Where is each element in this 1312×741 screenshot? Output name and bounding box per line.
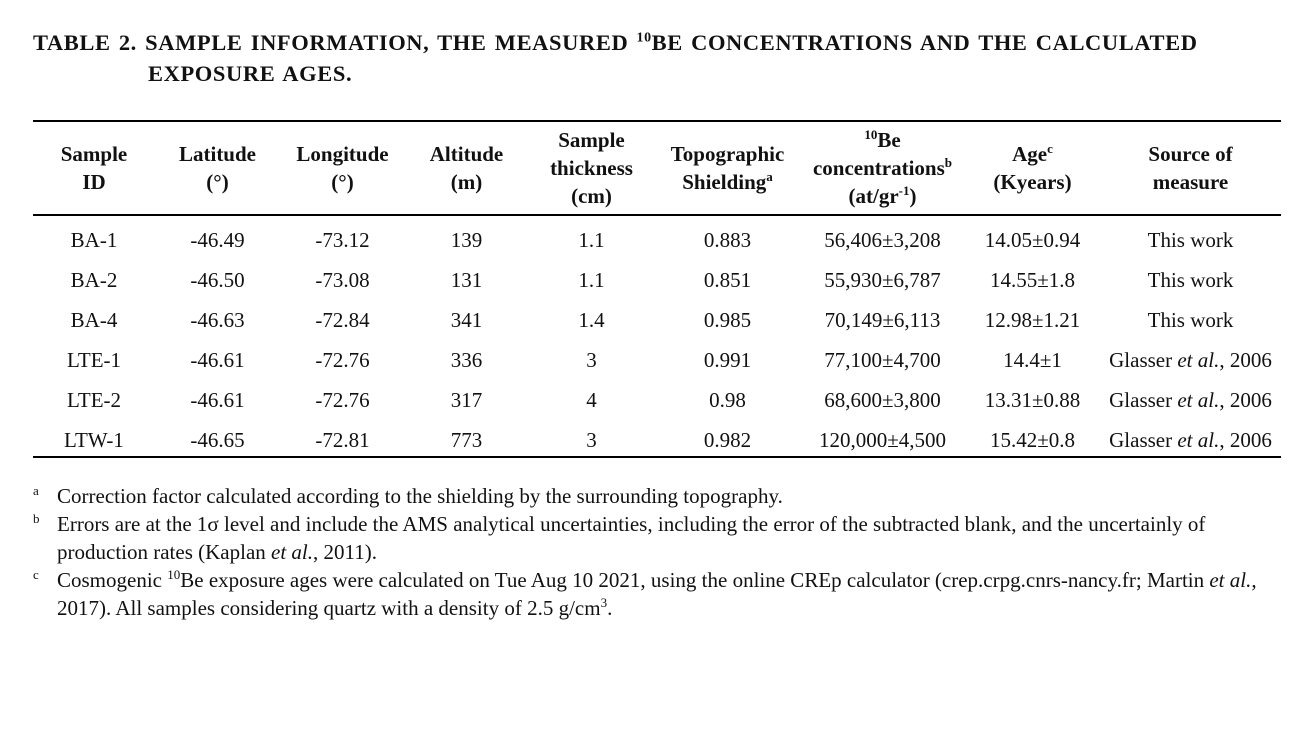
cell-be-concentrations: 70,149±6,113 <box>824 308 941 332</box>
cell-longitude: -72.84 <box>315 308 370 332</box>
header-line: Sample <box>558 128 625 152</box>
cell-thickness: 3 <box>586 428 597 452</box>
cell-shielding: 0.851 <box>703 268 752 292</box>
cell-altitude: 139 <box>450 228 483 252</box>
header-line: Source of <box>1148 142 1233 166</box>
header-line: measure <box>1152 170 1229 194</box>
cell-altitude: 336 <box>450 348 483 372</box>
table-row <box>33 296 1281 336</box>
header-line: (cm) <box>571 184 612 208</box>
cell-thickness: 1.4 <box>578 308 605 332</box>
column-header-be-concentrations <box>800 121 965 215</box>
footnotes <box>33 482 1285 622</box>
cell-sample-id: LTE-1 <box>66 348 122 372</box>
cell-altitude: 773 <box>450 428 483 452</box>
cell-be-concentrations: 77,100±4,700 <box>824 348 941 372</box>
column-header-age <box>965 121 1100 215</box>
header-line: (m) <box>450 170 483 194</box>
sample-data-table <box>33 120 1281 458</box>
cell-altitude: 341 <box>450 308 483 332</box>
table-row <box>33 416 1281 457</box>
cell-latitude: -46.49 <box>190 228 245 252</box>
header-line: concentrations$^b$ <box>812 155 953 180</box>
header-line: (°) <box>206 170 229 194</box>
table-caption-line1: TABLE 2. SAMPLE INFORMATION, THE MEASURED $^{10}$BE CONCENTRATIONS AND THE CALCULATED <box>33 30 1198 55</box>
cell-be-concentrations: 55,930±6,787 <box>824 268 941 292</box>
cell-be-concentrations: 56,406±3,208 <box>824 228 941 252</box>
cell-age: 14.4±1 <box>1003 348 1062 372</box>
cell-age: 13.31±0.88 <box>984 388 1081 412</box>
column-header-thickness <box>528 121 655 215</box>
cell-source: Glasser et al., 2006 <box>1109 428 1272 452</box>
cell-thickness: 1.1 <box>578 268 605 292</box>
cell-age: 14.05±0.94 <box>984 228 1081 252</box>
header-line: (°) <box>331 170 354 194</box>
cell-longitude: -73.12 <box>315 228 370 252</box>
column-header-source <box>1100 121 1281 215</box>
cell-thickness: 3 <box>586 348 597 372</box>
cell-shielding: 0.883 <box>703 228 752 252</box>
cell-latitude: -46.65 <box>190 428 245 452</box>
column-header-latitude <box>155 121 280 215</box>
column-header-sample-id <box>33 121 155 215</box>
footnote-text: Cosmogenic $^{10}$Be exposure ages were calculated on Tue Aug 10 2021, using the online CREp calculator (crep.crpg.cnrs-nancy.fr; Martin et al., 2017). All samples considering quartz with a density of 2.5 $g/cm^3$. <box>57 567 1257 620</box>
table-header <box>33 121 1281 215</box>
table-row <box>33 336 1281 376</box>
cell-longitude: -72.76 <box>315 348 370 372</box>
cell-age: 15.42±0.8 <box>989 428 1076 452</box>
header-line: thickness <box>550 156 633 180</box>
table-row <box>33 376 1281 416</box>
column-header-altitude <box>405 121 528 215</box>
cell-shielding: 0.982 <box>703 428 752 452</box>
cell-longitude: -72.81 <box>315 428 370 452</box>
column-header-longitude <box>280 121 405 215</box>
cell-thickness: 1.1 <box>578 228 605 252</box>
cell-longitude: -73.08 <box>315 268 370 292</box>
cell-source: This work <box>1147 308 1234 332</box>
cell-be-concentrations: 68,600±3,800 <box>824 388 941 412</box>
header-line: Age$^c$ <box>1012 141 1053 166</box>
cell-age: 12.98±1.21 <box>984 308 1081 332</box>
cell-shielding: 0.991 <box>703 348 752 372</box>
header-line: Topographic <box>670 142 785 166</box>
cell-source: This work <box>1147 268 1234 292</box>
cell-sample-id: LTE-2 <box>66 388 122 412</box>
cell-latitude: -46.50 <box>190 268 245 292</box>
cell-source: This work <box>1147 228 1234 252</box>
header-line: Sample <box>60 142 128 166</box>
table-row <box>33 215 1281 256</box>
cell-latitude: -46.63 <box>190 308 245 332</box>
cell-altitude: 131 <box>450 268 483 292</box>
cell-latitude: -46.61 <box>190 388 245 412</box>
cell-shielding: 0.985 <box>703 308 752 332</box>
header-line: Latitude <box>178 142 256 166</box>
cell-sample-id: BA-2 <box>70 268 118 292</box>
cell-longitude: -72.76 <box>315 388 370 412</box>
table-header-row <box>33 121 1281 215</box>
cell-thickness: 4 <box>586 388 597 412</box>
table-caption <box>33 27 1292 89</box>
cell-shielding: 0.98 <box>709 388 746 412</box>
footnote-text: Errors are at the 1σ level and include the AMS analytical uncertainties, including the error of the subtracted blank, and the uncertainly of production rates (Kaplan et al., 2011). <box>57 512 1206 564</box>
footnote-a: a Correction factor calculated according to the shielding by the surrounding topography. <box>33 483 783 508</box>
cell-source: Glasser et al., 2006 <box>1109 388 1272 412</box>
header-line: $^{10}$Be <box>864 127 901 152</box>
table-caption-line2: EXPOSURE AGES. <box>148 61 353 86</box>
footnote-text: Correction factor calculated according to the shielding by the surrounding topography. <box>57 484 783 508</box>
header-line: Longitude <box>296 142 389 166</box>
table-body <box>33 215 1281 457</box>
cell-sample-id: LTW-1 <box>64 428 124 452</box>
column-header-shielding <box>655 121 800 215</box>
header-line: ID <box>82 170 106 194</box>
cell-sample-id: BA-4 <box>70 308 118 332</box>
cell-sample-id: BA-1 <box>70 228 118 252</box>
cell-latitude: -46.61 <box>190 348 245 372</box>
footnote-c: c Cosmogenic $^{10}$Be exposure ages were calculated on Tue Aug 10 2021, using the online CREp calculator (crep.crpg.cnrs-nancy.fr; Martin et al., 2017). All samples considering quartz with a density of 2.5 $g/cm^3$. <box>33 567 1257 620</box>
header-line: $(at/gr^{-1})$ <box>848 183 917 208</box>
header-line: Shielding$^a$ <box>682 169 773 194</box>
header-line: Altitude <box>429 142 504 166</box>
cell-altitude: 317 <box>450 388 483 412</box>
cell-source: Glasser et al., 2006 <box>1109 348 1272 372</box>
header-line: (Kyears) <box>993 170 1072 194</box>
footnote-b: b Errors are at the 1σ level and include the AMS analytical uncertainties, including the error of the subtracted blank, and the uncertainly of production rates (Kaplan et al., 2011). <box>33 511 1206 564</box>
table-row <box>33 256 1281 296</box>
cell-be-concentrations: 120,000±4,500 <box>818 428 947 452</box>
cell-age: 14.55±1.8 <box>989 268 1076 292</box>
